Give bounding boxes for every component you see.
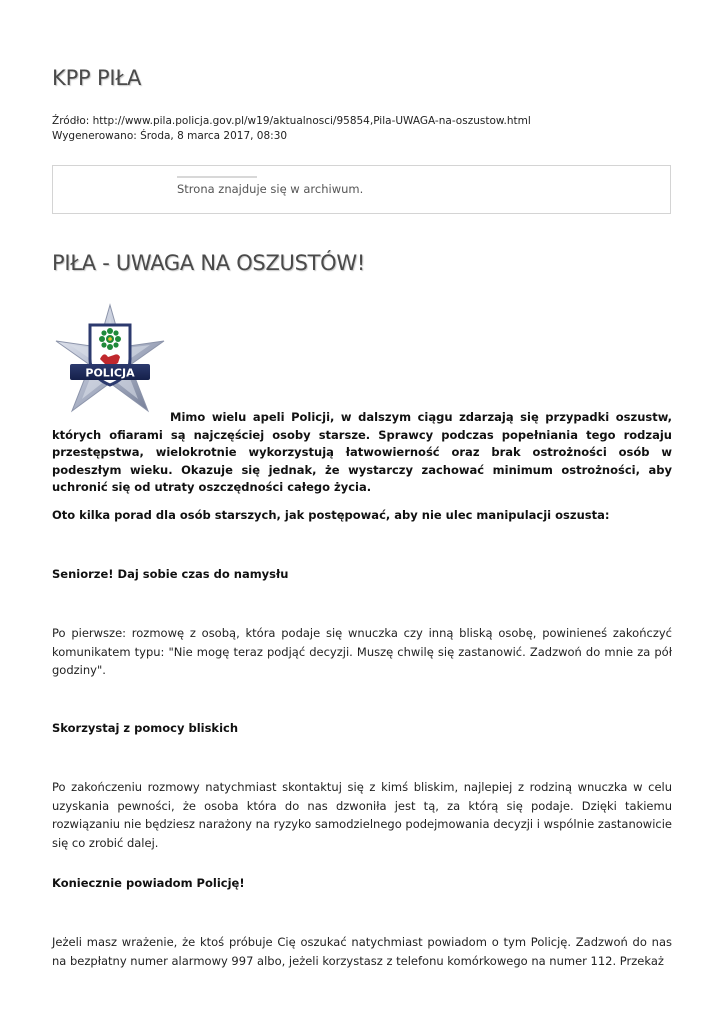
archive-notice-box (52, 165, 671, 214)
source-url: Źródło: http://www.pila.policja.gov.pl/w19/aktualnosci/95854,Pila-UWAGA-na-oszustow.html (52, 115, 531, 127)
section-heading: Skorzystaj z pomocy bliskich (52, 721, 239, 735)
police-star-logo-icon (52, 303, 168, 419)
section-paragraph: Po zakończeniu rozmowy natychmiast skontaktuj się z kimś bliskim, najlepiej z rodziną wnuczka w celu uzyskania pewności, że osoba która do nas dzwoniła jest tą, za którą się podaje. Dzięki takiemu rozwiązaniu nie będziesz narażony na ryzyko samodzielnego podejmowania decyzji i wspólnie zastanowicie się co zrobić dalej. (52, 780, 672, 850)
logo-text: POLICJA (85, 366, 135, 380)
archive-divider (177, 176, 257, 178)
generated-date: Wygenerowano: Środa, 8 marca 2017, 08:30 (52, 130, 288, 142)
section-heading: Koniecznie powiadom Policję! (52, 876, 245, 890)
archive-notice: Strona znajduje się w archiwum. (177, 182, 364, 196)
article-title: PIŁA - UWAGA NA OSZUSTÓW! (52, 251, 365, 275)
site-title: KPP PIŁA (52, 66, 142, 90)
section-paragraph: Po pierwsze: rozmowę z osobą, która podaje się wnuczka czy inną bliską osobę, powinieneś zakończyć komunikatem typu: "Nie mogę teraz podjąć decyzji. Muszę chwilę się zastanowić. Zadzwoń do mnie za pół godziny". (52, 626, 672, 677)
section-heading: Seniorze! Daj sobie czas do namysłu (52, 567, 289, 581)
document-meta (52, 114, 531, 144)
section-paragraph: Jeżeli masz wrażenie, że ktoś próbuje Cię oszukać natychmiast powiadom o tym Policję. Zadzwoń do nas na bezpłatny numer alarmowy 997 albo, jeżeli korzystasz z telefonu komórkowego na numer 112. Przekaż (52, 935, 672, 968)
tips-lead: Oto kilka porad dla osób starszych, jak postępować, aby nie ulec manipulacji oszusta: (52, 508, 610, 522)
article-intro: Mimo wielu apeli Policji, w dalszym ciągu zdarzają się przypadki oszustw, których ofiarami są najczęściej osoby starsze. Sprawcy podczas popełniania tego rodzaju przestępstwa, wielokrotnie wykorzystują łatwowierność oraz brak ostrożności osób w podeszłym wieku. Okazuje się jednak, że wystarczy zachować minimum ostrożności, aby uchronić się od utraty oszczędności całego życia. (52, 410, 672, 494)
